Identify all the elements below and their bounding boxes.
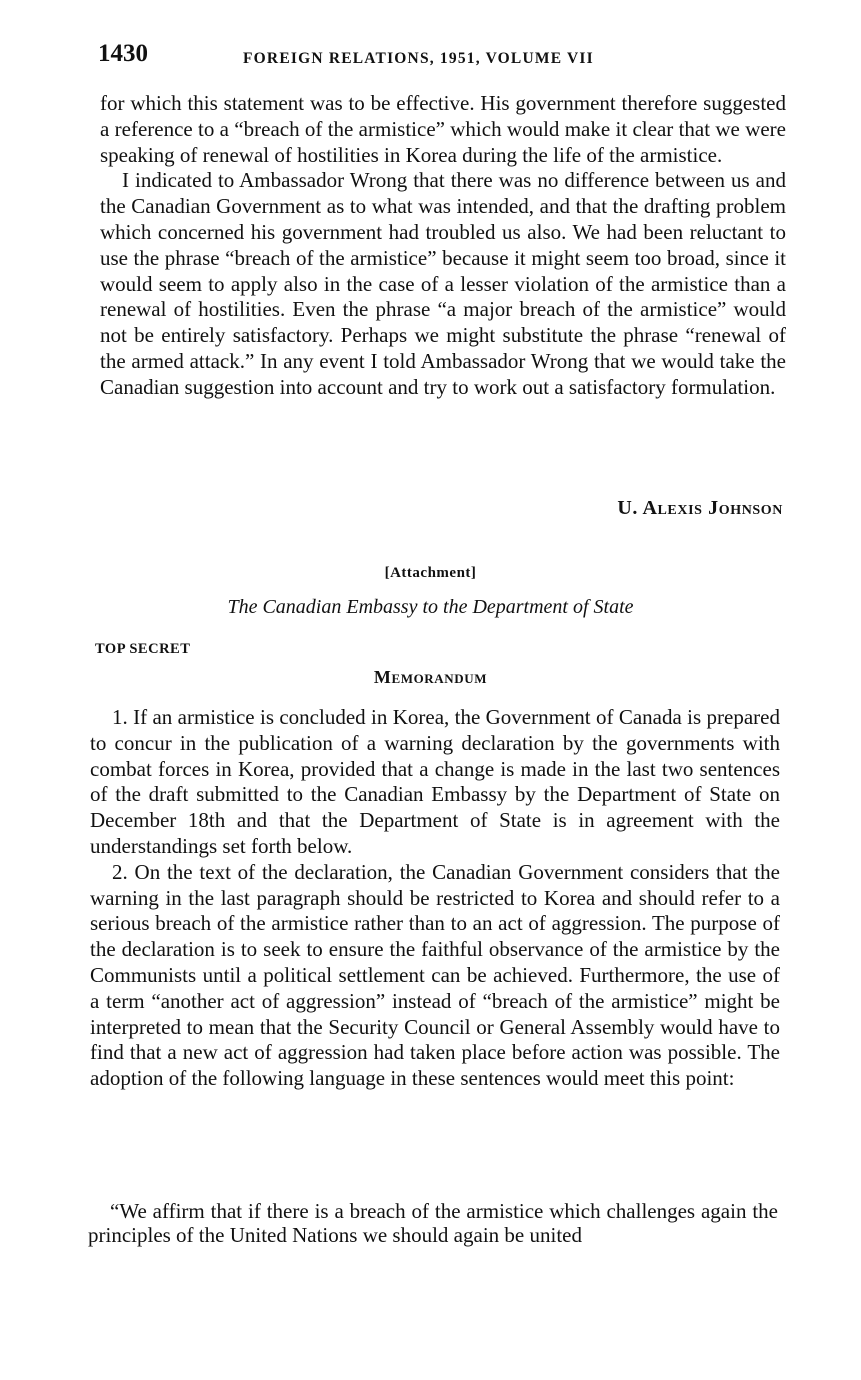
letter-paragraph-continued: for which this statement was to be effective. His government therefore suggested a reference to a “breach of the armistice” which would make it clear that we were speaking of renewal of hostilities in Korea during the life of the armistice.: [100, 91, 786, 167]
signature: U. Alexis Johnson: [617, 497, 783, 519]
quoted-declaration-text: “We affirm that if there is a breach of the armistice which challenges again the principles of the United Nations we should again be united: [88, 1199, 778, 1247]
memorandum-paragraph-2: 2. On the text of the declaration, the Canadian Government considers that the warning in the last paragraph should be restricted to Korea and should refer to a serious breach of the armistice rather than to an act of aggression. The purpose of the declaration is to seek to ensure the faithful observance of the armistice by the Communists until a political settlement can be achieved. Furthermore, the use of a term “another act of aggression” instead of “breach of the armistice” might be interpreted to mean that the Security Council or General Assembly would have to find that a new act of aggression had taken place before action was possible. The adoption of the following language in these sentences would meet this point:: [90, 859, 780, 1091]
memorandum-body: [90, 705, 780, 1092]
attachment-label: [Attachment]: [384, 565, 477, 581]
quoted-declaration: [88, 1199, 778, 1247]
letter-paragraph: I indicated to Ambassador Wrong that there was no difference between us and the Canadian Government as to what was intended, and that the drafting problem which concerned his government had troubled us also. We had been reluctant to use the phrase “breach of the armistice” because it might seem too broad, since it would seem to apply also in the case of a lesser violation of the armistice than a renewal of hostilities. Even the phrase “a major breach of the armistice” would not be entirely satisfactory. Perhaps we might substitute the phrase “renewal of the armed attack.” In any event I told Ambassador Wrong that we would take the Canadian suggestion into account and try to work out a satisfactory formulation.: [100, 168, 786, 399]
running-head-title: FOREIGN RELATIONS, 1951, VOLUME VII: [243, 50, 594, 67]
memorandum-paragraph-1: 1. If an armistice is concluded in Korea, the Government of Canada is prepared to concur in the publication of a warning declaration by the governments with combat forces in Korea, provided that a change is made in the last two sentences of the draft submitted to the Canadian Embassy by the Department of State on December 18th and that the Department of State is in agreement with the understandings set forth below.: [90, 705, 780, 858]
attachment-title: The Canadian Embassy to the Department of State: [227, 596, 634, 618]
memorandum-heading: Memorandum: [373, 667, 488, 687]
running-head: [98, 40, 788, 74]
letter-body: [100, 91, 786, 401]
page-number: 1430: [98, 40, 148, 67]
classification-marking: TOP SECRET: [95, 641, 191, 657]
